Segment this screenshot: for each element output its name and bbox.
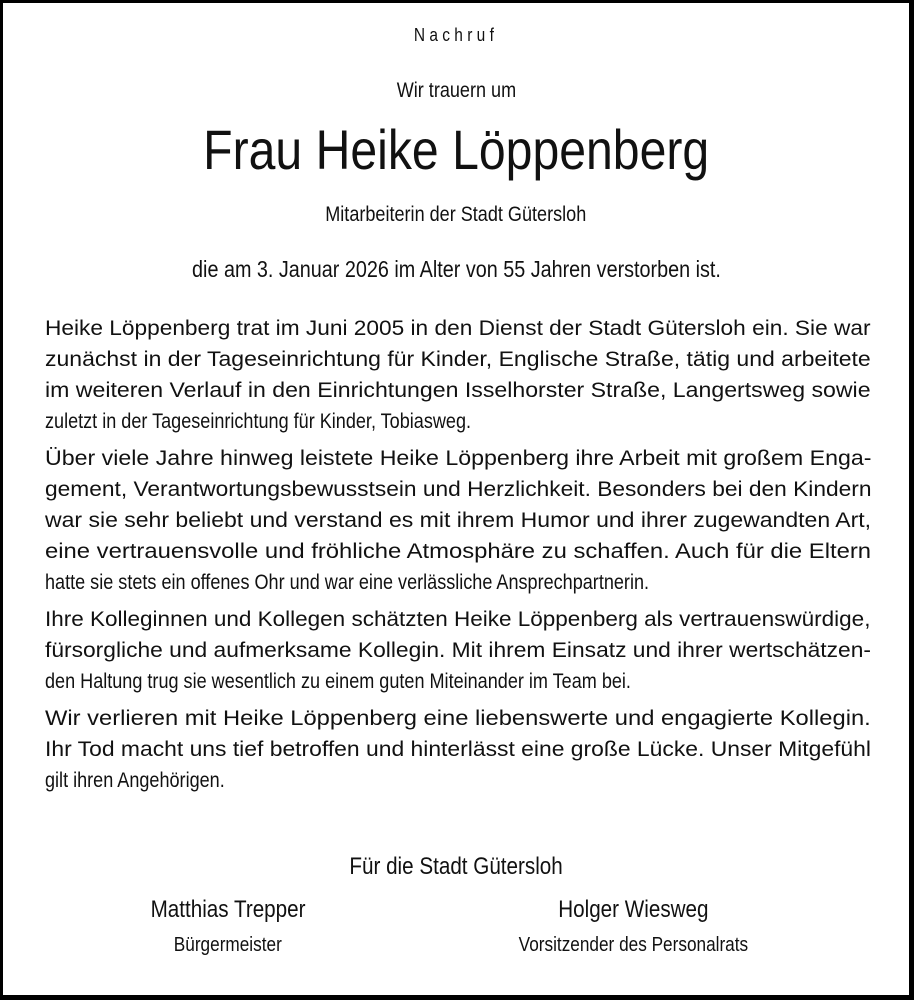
- signer-name-text: Holger Wiesweg: [557, 896, 709, 923]
- paragraph-engagement: [45, 443, 871, 598]
- signer-name-text: Matthias Trepper: [150, 896, 306, 923]
- paragraph-line: Über viele Jahre hinweg leistete Heike Löppenberg ihre Arbeit mit großem Enga-: [45, 447, 872, 470]
- paragraph-line: den Haltung trug sie wesentlich zu einem guten Miteinander im Team bei.: [45, 670, 631, 693]
- signer-name: [93, 896, 363, 924]
- notice-type-text: Nachruf: [413, 25, 499, 45]
- paragraph-line: gilt ihren Angehörigen.: [45, 769, 225, 792]
- paragraph-career: [45, 313, 871, 437]
- deceased-name-text: Frau Heike Löppenberg: [202, 118, 710, 181]
- paragraph-line: Ihre Kolleginnen und Kollegen schätzten Heike Löppenberg als vertrauenswürdige,: [45, 608, 871, 631]
- paragraph-line: war sie sehr beliebt und verstand es mit ihrem Humor und ihrer zugewandten Art,: [45, 509, 872, 532]
- paragraph-line: eine vertrauensvolle und fröhliche Atmosphäre zu schaffen. Auch für die Eltern: [45, 540, 872, 563]
- deceased-name: [3, 115, 909, 185]
- notice-type-label: [3, 25, 909, 46]
- signer-title: [93, 934, 363, 957]
- deceased-role: [3, 203, 909, 227]
- paragraph-line: Ihr Tod macht uns tief betroffen und hinterlässt eine große Lücke. Unser Mitgefühl: [45, 738, 871, 761]
- paragraph-line: zunächst in der Tageseinrichtung für Kinder, Englische Straße, tätig und arbeitete: [45, 348, 871, 371]
- signoff-line: [3, 853, 909, 881]
- paragraph-line: zuletzt in der Tageseinrichtung für Kinder, Tobiasweg.: [45, 410, 472, 433]
- signer-title-text: Bürgermeister: [173, 934, 283, 956]
- paragraph-line: hatte sie stets ein offenes Ohr und war eine verlässliche Ansprechpartnerin.: [45, 571, 650, 594]
- death-notice: [3, 256, 909, 283]
- signer-title-text: Vorsitzender des Personalrats: [518, 934, 748, 956]
- signer-title: [443, 934, 823, 957]
- paragraph-line: gement, Verantwortungsbewusstsein und Herzlichkeit. Besonders bei den Kindern: [45, 478, 872, 501]
- paragraph-line: fürsorgliche und aufmerksame Kollegin. Mit ihrem Einsatz und ihrer wertschätzen-: [45, 639, 871, 662]
- deceased-role-text: Mitarbeiterin der Stadt Gütersloh: [325, 203, 587, 226]
- signoff-text: Für die Stadt Gütersloh: [349, 853, 563, 880]
- obituary-body: [45, 313, 871, 802]
- paragraph-line: Heike Löppenberg trat im Juni 2005 in den Dienst der Stadt Gütersloh ein. Sie war: [45, 317, 871, 340]
- paragraph-colleagues: [45, 604, 871, 697]
- paragraph-condolence: [45, 703, 871, 796]
- death-notice-text: die am 3. Januar 2026 im Alter von 55 Jahren verstorben ist.: [191, 256, 721, 282]
- paragraph-line: Wir verlieren mit Heike Löppenberg eine liebenswerte und engagierte Kollegin.: [45, 707, 871, 730]
- paragraph-line: im weiteren Verlauf in den Einrichtungen Isselhorster Straße, Langertsweg sowie: [45, 379, 871, 402]
- signer-name: [443, 896, 823, 924]
- intro-text: Wir trauern um: [396, 79, 516, 102]
- intro-line: [3, 79, 909, 103]
